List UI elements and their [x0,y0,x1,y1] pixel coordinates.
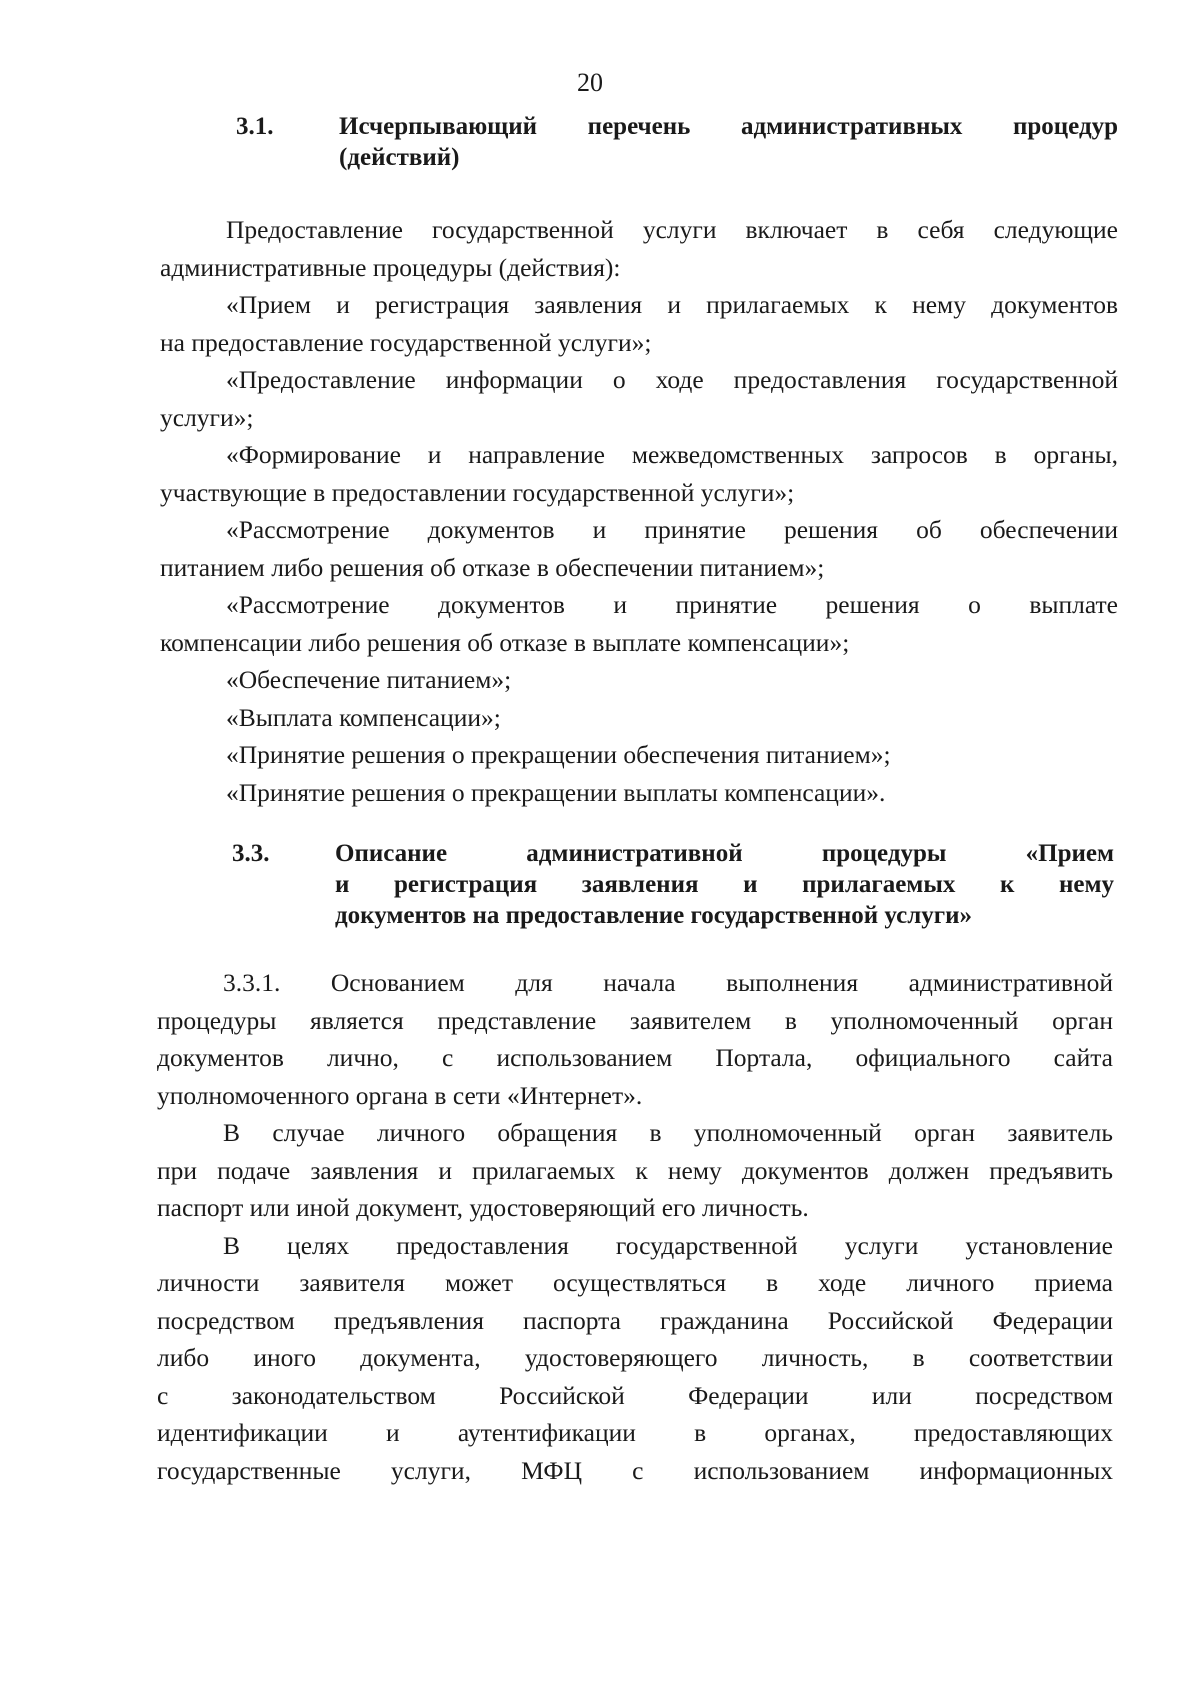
intro-paragraph [160,211,1118,286]
page-number: 20 [577,68,603,97]
section-3-1-title-line: (действий) [339,144,460,171]
procedure-item [160,436,1118,511]
section-3-3-heading [232,838,1114,934]
procedure-item [160,586,1118,661]
text-line: уполномоченного органа в сети «Интернет». [157,1080,643,1110]
section-3-1-heading [236,111,1118,175]
procedure-item [160,774,1118,812]
procedure-item [160,736,1118,774]
procedure-item [160,699,1118,737]
text-line: на предоставление государственной услуги»; [160,327,652,357]
text-line: Предоставление государственной услуги включает в себя следующие [226,215,1118,244]
text-line: паспорт или иной документ, удостоверяющий его личность. [157,1193,809,1222]
text-line: посредством предъявления паспорта гражданина Российской Федерации [157,1305,1113,1335]
text-line: при подаче заявления и прилагаемых к нему документов должен предъявить [157,1155,1113,1185]
text-line: питанием либо решения об отказе в обеспечении питанием»; [160,552,825,582]
text-line: В целях предоставления государственной услуги установление [223,1230,1113,1260]
text-line: В случае личного обращения в уполномоченный орган заявитель [223,1118,1113,1147]
text-line: «Выплата компенсации»; [226,702,501,732]
text-line: административные процедуры (действия): [160,252,621,282]
text-line: «Принятие решения о прекращении выплаты компенсации». [226,777,886,807]
text-line: с законодательством Российской Федерации или посредством [157,1380,1113,1410]
section-3-1-number: 3.1. [236,113,274,140]
text-line: личности заявителя может осуществляться в ходе личного приема [157,1268,1113,1297]
section-3-3-number: 3.3. [232,840,270,867]
text-line: идентификации и аутентификации в органах, предоставляющих [157,1418,1113,1447]
procedure-item [160,286,1118,361]
section-3-3-title-line: Описание административной процедуры «Прием [335,840,1114,867]
procedure-item [160,511,1118,586]
section-3-3-body [157,964,1113,1489]
section-3-3-title-line: документов на предоставление государственной услуги» [335,902,972,929]
text-line: либо иного документа, удостоверяющего личность, в соответствии [157,1343,1113,1372]
text-line: 3.3.1. Основанием для начала выполнения административной [223,968,1113,997]
text-line: «Рассмотрение документов и принятие решения об обеспечении [226,515,1118,544]
text-line: «Принятие решения о прекращении обеспечения питанием»; [226,740,891,769]
text-line: документов лично, с использованием Портала, официального сайта [157,1043,1113,1072]
paragraph-personal-appeal [157,1114,1113,1227]
text-line: «Предоставление информации о ходе предоставления государственной [226,365,1118,394]
text-line: услуги»; [160,402,254,432]
section-3-1-title-line: Исчерпывающий перечень административных процедур [339,113,1118,140]
section-3-1-body [160,211,1118,811]
procedure-item [160,661,1118,699]
paragraph-identity [157,1227,1113,1490]
text-line: «Рассмотрение документов и принятие решения о выплате [226,590,1118,619]
text-line: участвующие в предоставлении государственной услуги»; [160,477,795,507]
section-3-3-title-line: и регистрация заявления и прилагаемых к нему [335,871,1114,898]
paragraph-3-3-1 [157,964,1113,1114]
section-3-3-title [335,838,1114,931]
text-line: «Формирование и направление межведомственных запросов в органы, [226,440,1118,469]
text-line: компенсации либо решения об отказе в выплате компенсации»; [160,627,850,657]
section-3-1-title [339,111,1118,173]
text-line: процедуры является представление заявителем в уполномоченный орган [157,1005,1113,1035]
procedure-item [160,361,1118,436]
text-line: «Прием и регистрация заявления и прилагаемых к нему документов [226,290,1118,319]
text-line: «Обеспечение питанием»; [226,665,512,694]
text-line: государственные услуги, МФЦ с использованием информационных [157,1455,1113,1485]
